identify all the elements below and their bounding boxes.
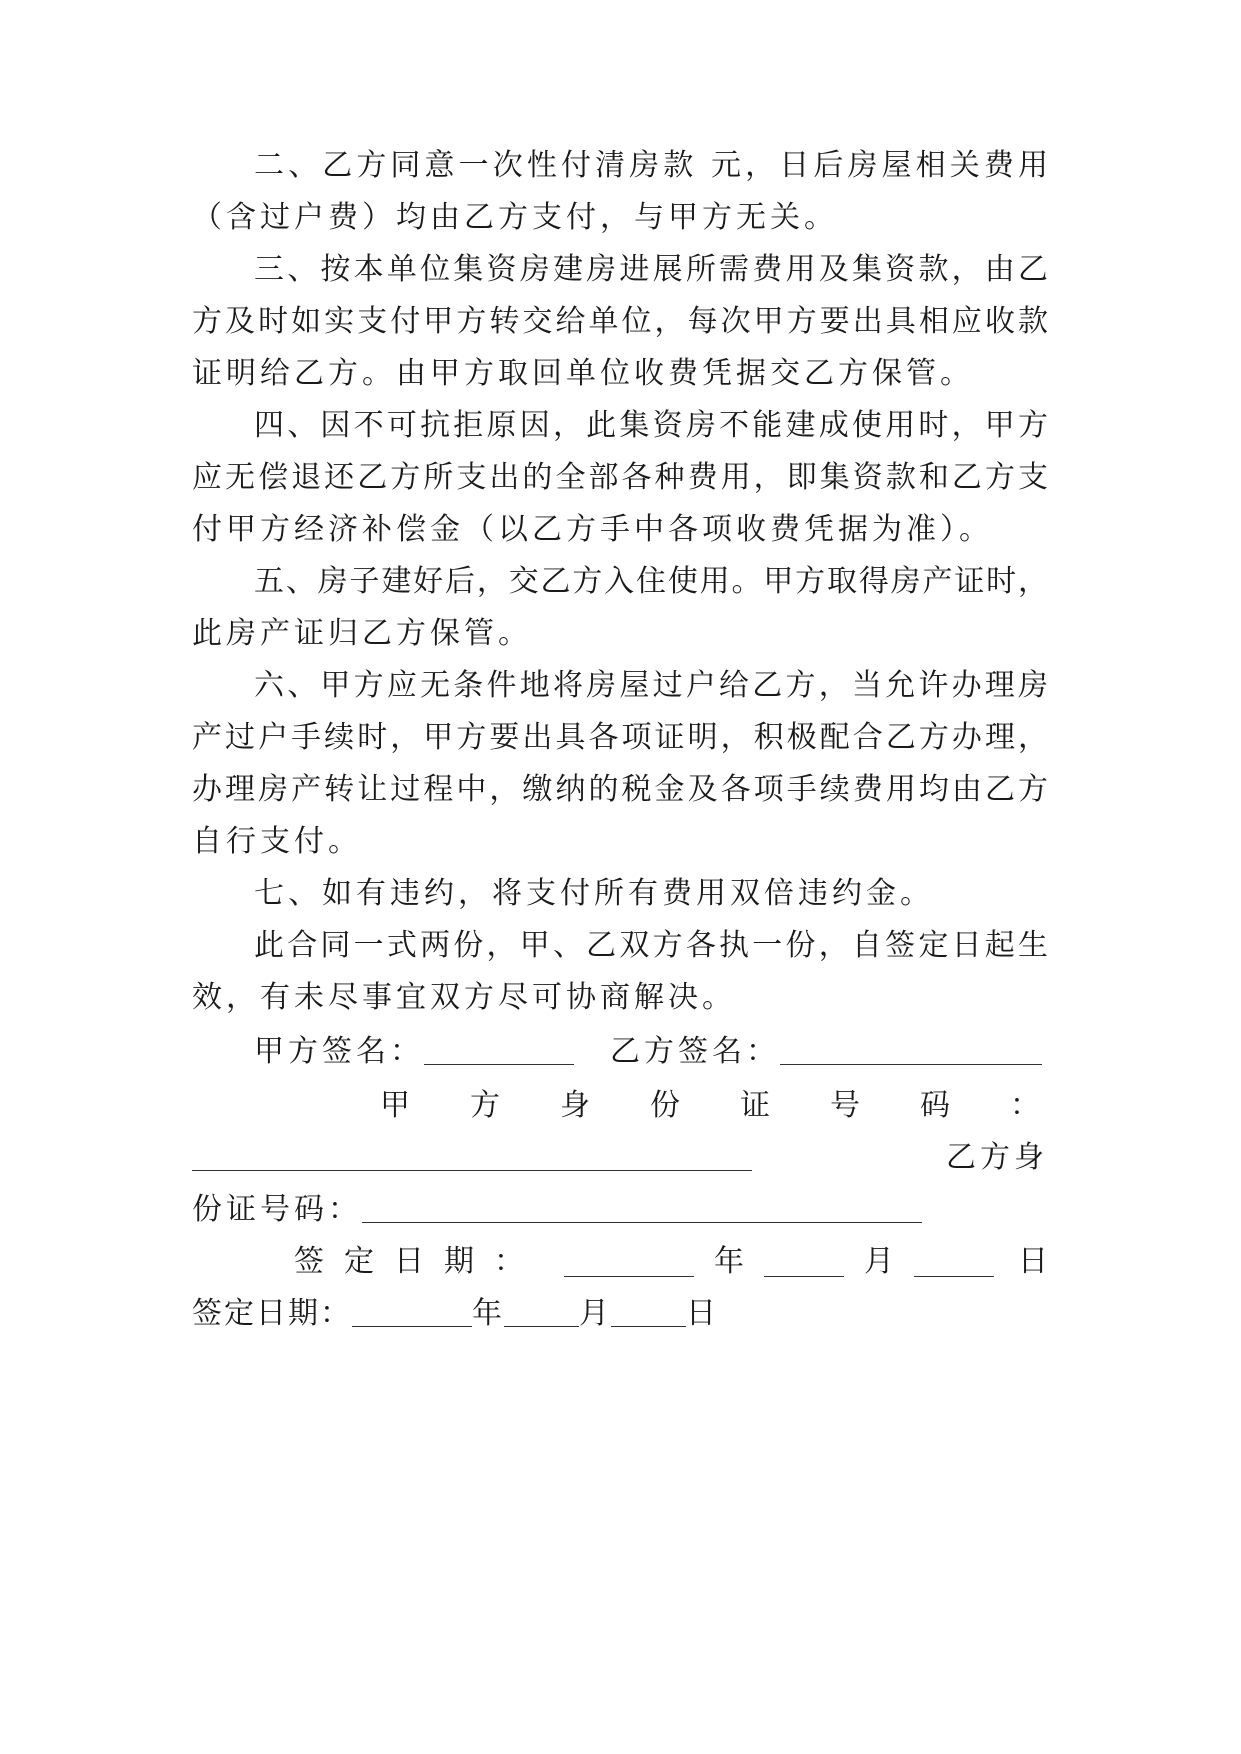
clause-4-line-1: 四、因不可抗拒原因，此集资房不能建成使用时，甲方: [254, 408, 1048, 443]
party-b-sign-blank[interactable]: [780, 1036, 1042, 1065]
party-a-id-label: 甲 方 身 份 证 号 码 ：: [380, 1088, 1040, 1123]
clause-5-line-1: 五、房子建好后，交乙方入住使用。甲方取得房产证时，: [254, 564, 1048, 599]
signing-date-label-spaced: 签定日期：: [294, 1244, 544, 1279]
closing-line-1: 此合同一式两份，甲、乙双方各执一份，自签定日起生: [254, 928, 1048, 963]
clause-2-line-2: （含过户费）均由乙方支付，与甲方无关。: [192, 200, 838, 235]
date-2-month-blank[interactable]: [504, 1298, 579, 1327]
date-1-day-blank[interactable]: [914, 1248, 994, 1277]
date-1-month-blank[interactable]: [764, 1248, 844, 1277]
clause-6-line-1: 六、甲方应无条件地将房屋过户给乙方，当允许办理房: [254, 668, 1048, 703]
party-a-id-blank[interactable]: [192, 1142, 752, 1171]
signing-date-label: 签定日期：: [192, 1296, 352, 1331]
party-b-id-label: 份证号码：: [192, 1192, 362, 1227]
clause-4-line-2: 应无偿退还乙方所支出的全部各种费用，即集资款和乙方支: [192, 460, 1048, 495]
date-1-year-blank[interactable]: [564, 1248, 694, 1277]
party-a-id-row: [192, 1138, 1048, 1178]
party-a-sign-blank[interactable]: [424, 1036, 574, 1065]
date-2-day-label: 日: [686, 1296, 718, 1331]
party-b-id-blank[interactable]: [362, 1194, 922, 1223]
date-1-year-label: 年: [714, 1244, 744, 1279]
signing-date-row-1: [294, 1242, 1048, 1282]
party-b-id-row: [192, 1190, 1048, 1230]
clause-6-line-3: 办理房产转让过程中，缴纳的税金及各项手续费用均由乙方: [192, 772, 1048, 807]
date-1-month-label: 月: [864, 1244, 894, 1279]
clause-3-line-2: 方及时如实支付甲方转交给单位，每次甲方要出具相应收款: [192, 304, 1048, 339]
clause-6-line-2: 产过户手续时，甲方要出具各项证明，积极配合乙方办理，: [192, 720, 1048, 755]
date-2-month-label: 月: [579, 1296, 611, 1331]
clause-5-line-2: 此房产证归乙方保管。: [192, 616, 532, 651]
party-b-sign-label: 乙方签名：: [610, 1034, 780, 1069]
clause-3-line-3: 证明给乙方。由甲方取回单位收费凭据交乙方保管。: [192, 356, 974, 391]
clause-4-line-3: 付甲方经济补偿金（以乙方手中各项收费凭据为准）。: [192, 512, 993, 547]
date-1-day-label: 日: [1018, 1244, 1048, 1279]
clause-3-line-1: 三、按本单位集资房建房进展所需费用及集资款，由乙: [254, 252, 1048, 287]
date-2-year-blank[interactable]: [352, 1298, 472, 1327]
date-2-day-blank[interactable]: [611, 1298, 686, 1327]
clause-6-line-4: 自行支付。: [192, 824, 362, 859]
signing-date-row-2: [192, 1294, 1048, 1334]
signature-row: [254, 1032, 1048, 1072]
date-2-year-label: 年: [472, 1296, 504, 1331]
closing-line-2: 效，有未尽事宜双方尽可协商解决。: [192, 980, 736, 1015]
party-a-sign-label: 甲方签名：: [254, 1034, 424, 1069]
party-b-id-prefix: 乙方身: [946, 1140, 1048, 1175]
clause-7-line-1: 七、如有违约，将支付所有费用双倍违约金。: [254, 876, 934, 911]
clause-2-line-1: 二、乙方同意一次性付清房款 元，日后房屋相关费用: [254, 148, 1048, 183]
